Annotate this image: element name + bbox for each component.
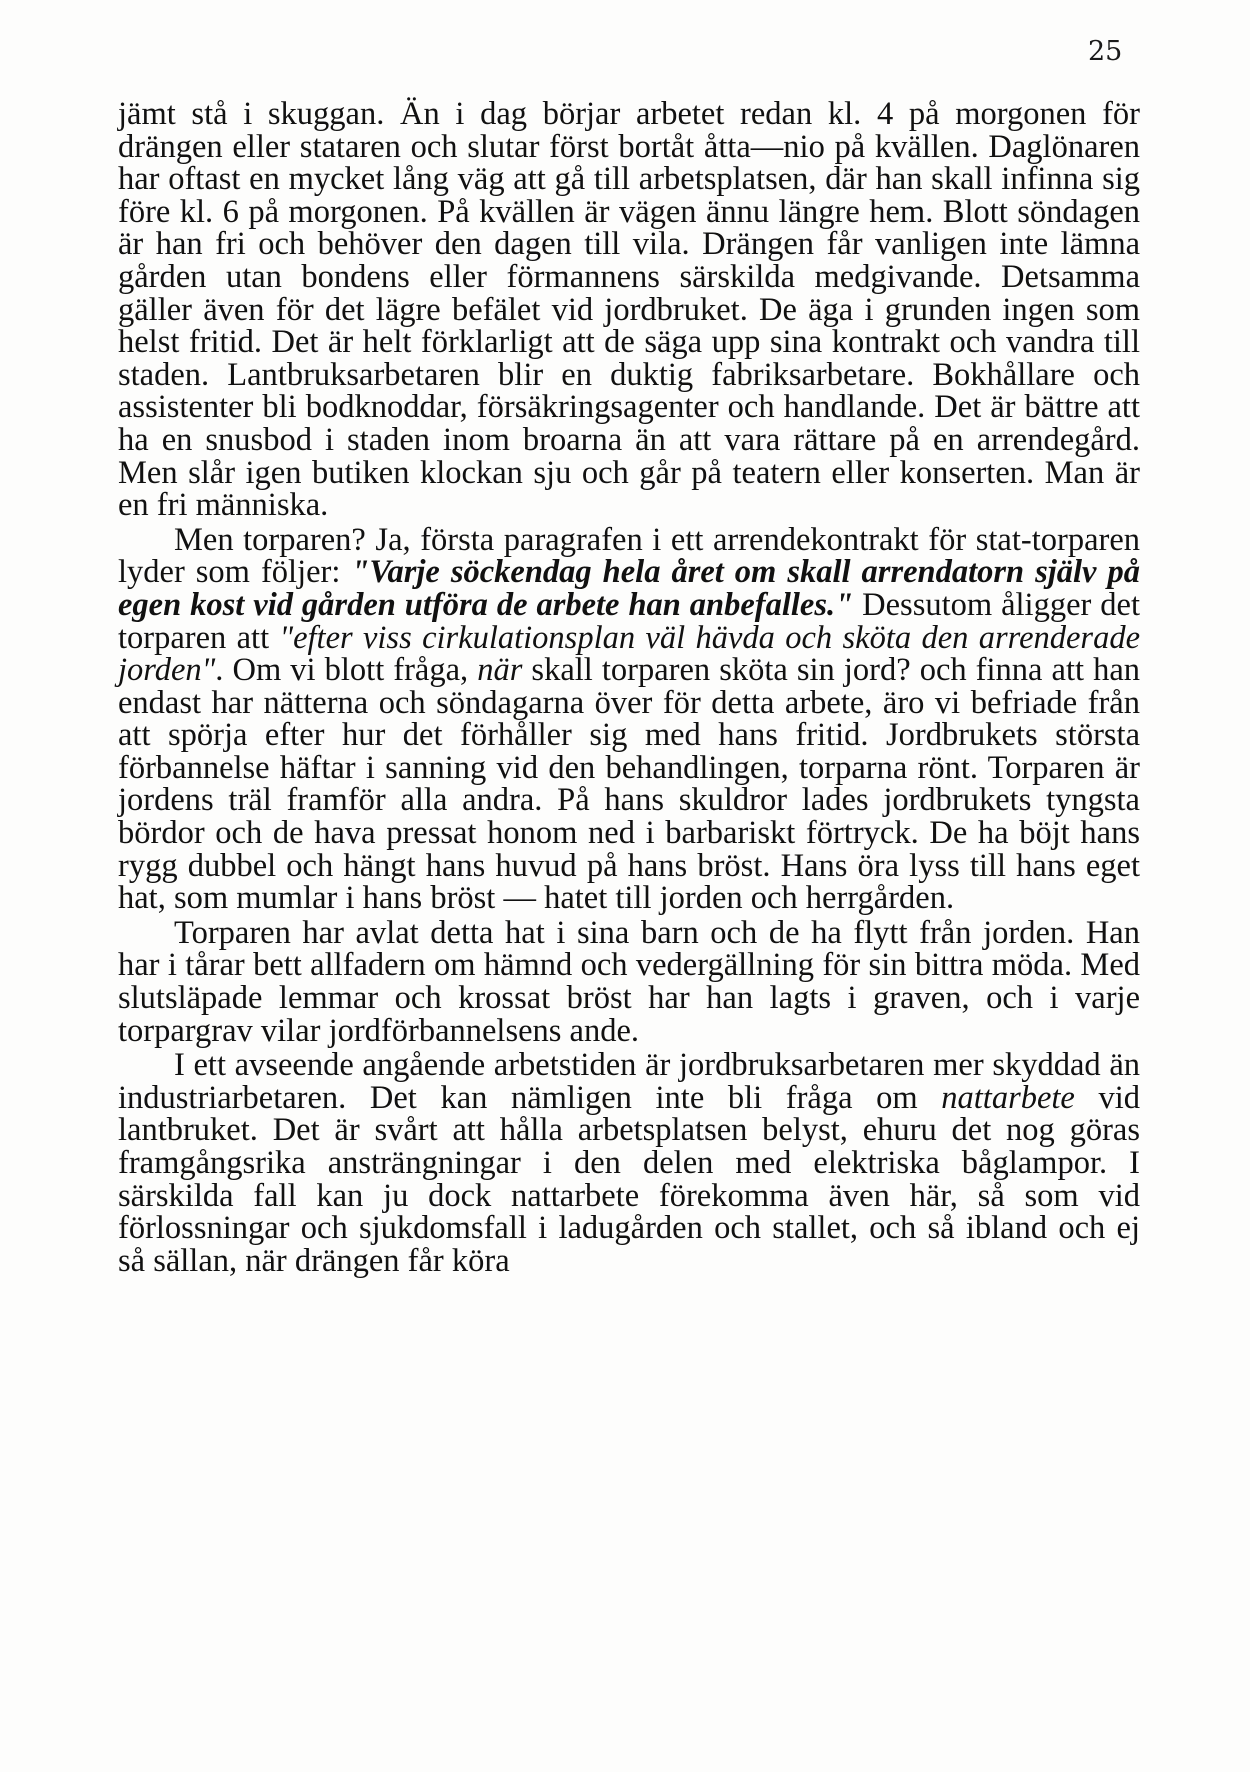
rotation-quote-italic: "efter viss cirkulationsplan väl hävda och sköta den arrenderade jorden" — [118, 619, 1140, 689]
text-run: skall torparen sköta sin jord? och finna att han endast har nätterna och söndagarna över för detta arbete, äro vi befriade från att spörja efter hur det förhåller sig med hans fritid. Jordbrukets största förbannelse häftar i sanning vid den behandlingen, torparna rönt. Torparen är jordens träl framför alla andra. På hans skuldror lades jordbrukets tyngsta bördor och de hava pressat honom ned i barbariskt förtryck. De ha böjt hans rygg dubbel och hängt hans huvud på hans bröst. Hans öra lyss till hans eget hat, som mumlar i hans bröst — hatet till jorden och herrgården. — [118, 652, 1140, 917]
text-run: Men torparen? Ja, första paragrafen i ett arrendekontrakt för stat-torparen lyder som följer: — [118, 521, 1140, 591]
emphasis-nattarbete: nattarbete — [941, 1079, 1075, 1116]
contract-quote-italic: "Varje söckendag hela året om skall arrendatorn själv på egen kost vid gården utföra de arbete han anbefalles." — [118, 554, 1140, 623]
text-run: jämt stå i skuggan. Än i dag börjar arbetet redan kl. 4 på morgonen för drängen eller stataren och slutar först bortåt åtta—nio på kvällen. Daglönaren har oftast en mycket lång väg att gå till arbetsplatsen, där han skall infinna sig före kl. 6 på morgonen. På kvällen är vägen ännu längre hem. Blott söndagen är han fri och behöver den dagen till vila. Drängen får vanligen inte lämna gården utan bondens eller förmannens särskilda medgivande. Detsamma gäller även för det lägre befälet vid jordbruket. De äga i grunden ingen som helst fritid. Det är helt förklarligt att de säga upp sina kontrakt och vandra till staden. Lantbruksarbetaren blir en duktig fabriksarbetare. Bokhållare och assistenter bli bodknoddar, försäkringsagenter och handlande. Det är bättre att ha en snusbod i staden inom broarna än att vara rättare på en arrendegård. Men slår igen butiken klockan sju och går på teatern eller konserten. Man är en fri människa. — [118, 96, 1140, 524]
text-run: vid lantbruket. Det är svårt att hålla arbetsplatsen belyst, ehuru det nog göras framgångsrika ansträngningar i den delen med elektriska båglampor. I särskilda fall kan ju dock nattarbete förekomma även här, så som vid förlossningar och sjukdomsfall i ladugården och stallet, och så ibland och ej så sällan, när drängen får köra — [118, 1079, 1140, 1279]
paragraph-3 — [118, 914, 1140, 1049]
page-number: 25 — [1088, 36, 1123, 67]
text-run: Torparen har avlat detta hat i sina barn och de ha flytt från jorden. Han har i tårar bett allfadern om hämnd och vedergällning för sin bittra möda. Med slutsläpade lemmar och krossat bröst har han lagts i graven, och i varje torpargrav vilar jordförbannelsens ande. — [118, 914, 1140, 1049]
paragraph-2 — [118, 521, 1141, 917]
paragraph-4 — [118, 1049, 1140, 1277]
text-run: . Om vi blott fråga, — [215, 652, 478, 689]
text-run: I ett avseende angående arbetstiden är jordbruksarbetaren mer skyddad än industriarbetaren. Det kan nämligen inte bli fråga om — [118, 1047, 1140, 1116]
paragraph-1 — [118, 98, 1140, 522]
text-run: Dessutom åligger det torparen att — [118, 586, 1141, 656]
body-text — [118, 98, 1140, 1277]
emphasis-nar: när — [477, 652, 523, 689]
